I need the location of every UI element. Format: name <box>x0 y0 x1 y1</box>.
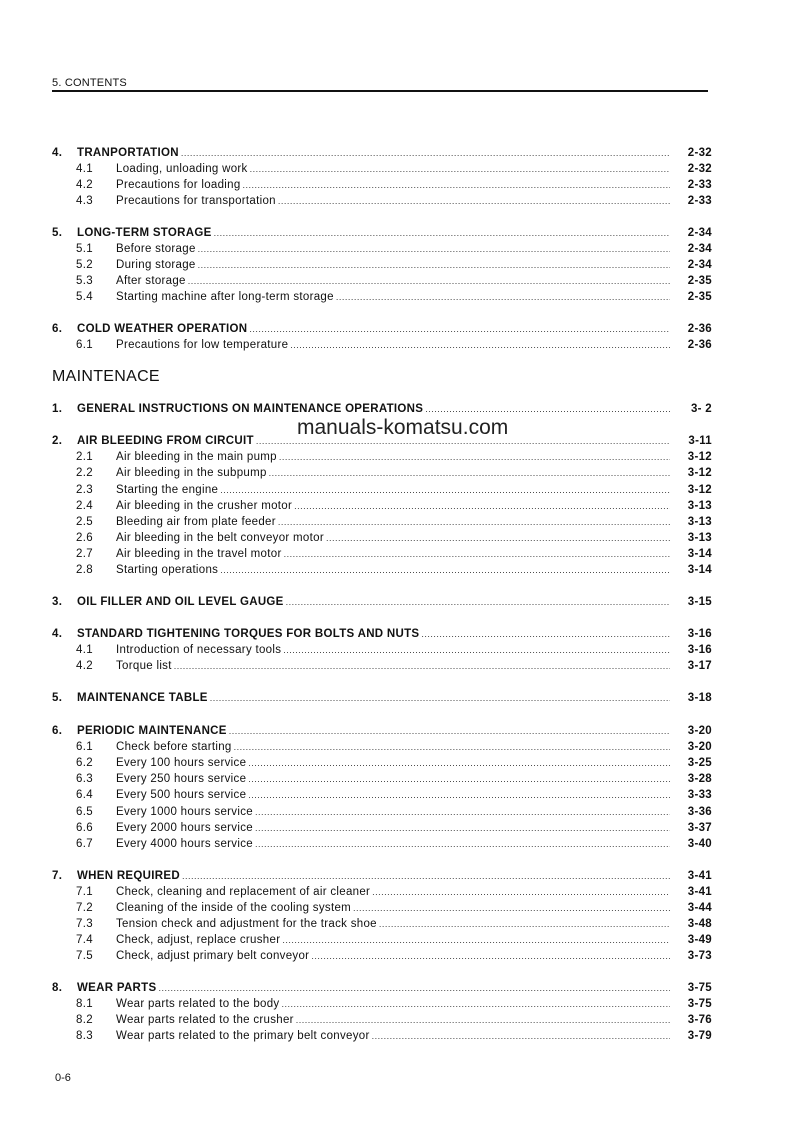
entry-page: 3-75 <box>687 998 712 1010</box>
entry-number: 3. <box>52 596 63 608</box>
entry-number: 1. <box>52 403 63 415</box>
entry-title: Wear parts related to the crusher <box>116 1014 294 1026</box>
toc-subsection-entry[interactable] <box>52 548 712 564</box>
toc-subsection-entry[interactable] <box>52 902 712 918</box>
entry-number: 7.4 <box>76 934 93 946</box>
page-header <box>52 76 708 92</box>
entry-page: 3-25 <box>687 757 712 769</box>
entry-page: 3-18 <box>687 692 712 704</box>
dot-leader <box>269 468 670 478</box>
entry-number: 5.2 <box>76 259 93 271</box>
entry-number: 2. <box>52 435 63 447</box>
dot-leader <box>283 645 670 655</box>
entry-page: 3-13 <box>687 532 712 544</box>
entry-number: 2.4 <box>76 500 93 512</box>
dot-leader <box>326 533 670 543</box>
entry-title: Torque list <box>116 660 172 672</box>
entry-number: 8.3 <box>76 1030 93 1042</box>
entry-page: 3-20 <box>687 741 712 753</box>
entry-page: 3-49 <box>687 934 712 946</box>
entry-title: Air bleeding in the belt conveyor motor <box>116 532 324 544</box>
toc-subsection-entry[interactable] <box>52 822 712 838</box>
watermark: manuals-komatsu.com <box>297 416 509 439</box>
entry-page: 3-36 <box>687 806 712 818</box>
entry-title: Cleaning of the inside of the cooling system <box>116 902 352 914</box>
dot-leader <box>421 629 670 639</box>
toc-subsection-entry[interactable] <box>52 644 712 660</box>
entry-page: 3- 2 <box>690 403 712 415</box>
entry-number: 4.2 <box>76 179 93 191</box>
toc-subsection-entry[interactable] <box>52 195 712 211</box>
entry-title: Starting operations <box>116 564 219 576</box>
toc-subsection-entry[interactable] <box>52 500 712 516</box>
entry-page: 2-34 <box>687 227 712 239</box>
entry-page: 2-32 <box>687 163 712 175</box>
entry-number: 6.7 <box>76 838 93 850</box>
dot-leader <box>282 935 670 945</box>
entry-page: 3-41 <box>687 870 712 882</box>
entry-title: LONG-TERM STORAGE <box>77 227 212 239</box>
toc-section-entry[interactable] <box>52 870 712 886</box>
entry-number: 5.3 <box>76 275 93 287</box>
dot-leader <box>158 983 670 993</box>
entry-number: 4.3 <box>76 195 93 207</box>
entry-title: COLD WEATHER OPERATION <box>77 323 248 335</box>
entry-number: 8.1 <box>76 998 93 1010</box>
toc-subsection-entry[interactable] <box>52 918 712 934</box>
dot-leader <box>243 180 670 190</box>
entry-title: WHEN REQUIRED <box>77 870 180 882</box>
entry-page: 3-75 <box>687 982 712 994</box>
entry-title: MAINTENANCE TABLE <box>77 692 208 704</box>
dot-leader <box>278 196 670 206</box>
toc-subsection-entry[interactable] <box>52 998 712 1014</box>
entry-number: 5.1 <box>76 243 93 255</box>
dot-leader <box>234 742 670 752</box>
entry-number: 5. <box>52 692 63 704</box>
entry-number: 7. <box>52 870 63 882</box>
entry-page: 3-14 <box>687 548 712 560</box>
dot-leader <box>278 517 670 527</box>
entry-number: 7.3 <box>76 918 93 930</box>
toc-section-entry[interactable] <box>52 628 712 644</box>
entry-number: 2.8 <box>76 564 93 576</box>
dot-leader <box>174 661 670 671</box>
entry-title: Precautions for loading <box>116 179 241 191</box>
entry-page: 3-40 <box>687 838 712 850</box>
entry-page: 3-16 <box>687 628 712 640</box>
entry-number: 6.6 <box>76 822 93 834</box>
toc-section-entry[interactable] <box>52 596 712 612</box>
entry-title: Check, cleaning and replacement of air cleaner <box>116 886 371 898</box>
entry-title: Air bleeding in the travel motor <box>116 548 282 560</box>
entry-title: Introduction of necessary tools <box>116 644 282 656</box>
dot-leader <box>296 1015 670 1025</box>
entry-title: Every 2000 hours service <box>116 822 253 834</box>
entry-title: Air bleeding in the subpump <box>116 467 267 479</box>
dot-leader <box>255 807 670 817</box>
toc-subsection-entry[interactable] <box>52 789 712 805</box>
dot-leader <box>229 726 670 736</box>
entry-page: 2-36 <box>687 323 712 335</box>
entry-page: 3-12 <box>687 467 712 479</box>
toc-subsection-entry[interactable] <box>52 532 712 548</box>
entry-title: Every 1000 hours service <box>116 806 253 818</box>
entry-number: 2.3 <box>76 484 93 496</box>
toc-subsection-entry[interactable] <box>52 1014 712 1030</box>
entry-page: 3-73 <box>687 950 712 962</box>
entry-title: Starting the engine <box>116 484 219 496</box>
entry-title: Tension check and adjustment for the track shoe <box>116 918 377 930</box>
dot-leader <box>311 951 670 961</box>
entry-title: After storage <box>116 275 186 287</box>
entry-number: 5. <box>52 227 63 239</box>
entry-number: 2.1 <box>76 451 93 463</box>
toc-subsection-entry[interactable] <box>52 339 712 355</box>
dot-leader <box>220 565 670 575</box>
entry-number: 6.2 <box>76 757 93 769</box>
entry-title: PERIODIC MAINTENANCE <box>77 725 227 737</box>
toc-subsection-entry[interactable] <box>52 467 712 483</box>
dot-leader <box>249 324 670 334</box>
entry-title: OIL FILLER AND OIL LEVEL GAUGE <box>77 596 284 608</box>
entry-number: 2.2 <box>76 467 93 479</box>
page-number: 0-6 <box>55 1072 71 1084</box>
dot-leader <box>286 597 670 607</box>
entry-title: WEAR PARTS <box>77 982 157 994</box>
entry-title: TRANPORTATION <box>77 147 179 159</box>
entry-title: Wear parts related to the body <box>116 998 280 1010</box>
dot-leader <box>181 148 670 158</box>
dot-leader <box>255 839 670 849</box>
entry-page: 3-12 <box>687 451 712 463</box>
entry-title: Check, adjust primary belt conveyor <box>116 950 310 962</box>
toc-subsection-entry[interactable] <box>52 950 712 966</box>
toc-subsection-entry[interactable] <box>52 1030 712 1046</box>
dot-leader <box>198 260 670 270</box>
entry-title: Before storage <box>116 243 196 255</box>
entry-number: 4.2 <box>76 660 93 672</box>
entry-title: During storage <box>116 259 196 271</box>
dot-leader <box>379 919 670 929</box>
entry-number: 4. <box>52 628 63 640</box>
toc-subsection-entry[interactable] <box>52 163 712 179</box>
toc-subsection-entry[interactable] <box>52 291 712 307</box>
entry-page: 3-37 <box>687 822 712 834</box>
dot-leader <box>336 292 670 302</box>
dot-leader <box>284 549 670 559</box>
entry-page: 3-13 <box>687 500 712 512</box>
entry-page: 2-35 <box>687 291 712 303</box>
entry-number: 2.6 <box>76 532 93 544</box>
toc-subsection-entry[interactable] <box>52 243 712 259</box>
toc-section-entry[interactable] <box>52 692 712 708</box>
toc-section-entry[interactable] <box>52 227 712 243</box>
entry-number: 6.1 <box>76 741 93 753</box>
toc-subsection-entry[interactable] <box>52 806 712 822</box>
entry-title: Every 4000 hours service <box>116 838 253 850</box>
entry-title: Every 250 hours service <box>116 773 247 785</box>
dot-leader <box>214 228 670 238</box>
entry-title: Wear parts related to the primary belt conveyor <box>116 1030 370 1042</box>
entry-title: Check, adjust, replace crusher <box>116 934 281 946</box>
entry-number: 6.3 <box>76 773 93 785</box>
entry-page: 2-33 <box>687 179 712 191</box>
toc-section-entry[interactable] <box>52 725 712 741</box>
dot-leader <box>182 871 670 881</box>
entry-title: Every 100 hours service <box>116 757 247 769</box>
entry-title: Bleeding air from plate feeder <box>116 516 276 528</box>
entry-number: 7.1 <box>76 886 93 898</box>
entry-number: 6.1 <box>76 339 93 351</box>
toc-section-entry[interactable] <box>52 435 712 451</box>
entry-page: 2-34 <box>687 243 712 255</box>
entry-title: Air bleeding in the main pump <box>116 451 277 463</box>
dot-leader <box>250 164 670 174</box>
toc-section-entry[interactable] <box>52 323 712 339</box>
toc-section-entry[interactable] <box>52 982 712 998</box>
toc-subsection-entry[interactable] <box>52 773 712 789</box>
entry-page: 3-33 <box>687 789 712 801</box>
entry-number: 2.5 <box>76 516 93 528</box>
dot-leader <box>255 823 670 833</box>
entry-page: 3-15 <box>687 596 712 608</box>
entry-number: 6.4 <box>76 789 93 801</box>
dot-leader <box>198 244 670 254</box>
toc-subsection-entry[interactable] <box>52 934 712 950</box>
entry-number: 7.2 <box>76 902 93 914</box>
maintenance-heading: MAINTENACE <box>52 368 160 385</box>
entry-page: 2-35 <box>687 275 712 287</box>
entry-page: 3-79 <box>687 1030 712 1042</box>
entry-page: 3-11 <box>688 435 712 447</box>
toc-subsection-entry[interactable] <box>52 886 712 902</box>
dot-leader <box>248 774 670 784</box>
entry-number: 7.5 <box>76 950 93 962</box>
dot-leader <box>290 340 670 350</box>
entry-page: 3-48 <box>687 918 712 930</box>
dot-leader <box>372 1031 670 1041</box>
toc-subsection-entry[interactable] <box>52 516 712 532</box>
toc-section-entry[interactable] <box>52 403 712 419</box>
entry-number: 6. <box>52 725 63 737</box>
entry-title: GENERAL INSTRUCTIONS ON MAINTENANCE OPERATIONS <box>77 403 424 415</box>
entry-number: 6.5 <box>76 806 93 818</box>
entry-page: 3-14 <box>687 564 712 576</box>
entry-number: 6. <box>52 323 63 335</box>
entry-page: 3-41 <box>687 886 712 898</box>
entry-number: 5.4 <box>76 291 93 303</box>
toc-subsection-entry[interactable] <box>52 275 712 291</box>
entry-page: 3-44 <box>687 902 712 914</box>
dot-leader <box>220 485 670 495</box>
entry-title: Precautions for low temperature <box>116 339 289 351</box>
header-title: 5. CONTENTS <box>52 77 127 89</box>
dot-leader <box>248 790 670 800</box>
entry-title: Loading, unloading work <box>116 163 248 175</box>
entry-page: 3-28 <box>687 773 712 785</box>
entry-title: Starting machine after long-term storage <box>116 291 334 303</box>
toc-subsection-entry[interactable] <box>52 259 712 275</box>
dot-leader <box>256 436 670 446</box>
entry-number: 4.1 <box>76 163 93 175</box>
entry-page: 3-13 <box>687 516 712 528</box>
toc-subsection-entry[interactable] <box>52 757 712 773</box>
entry-number: 8.2 <box>76 1014 93 1026</box>
dot-leader <box>425 404 670 414</box>
toc-subsection-entry[interactable] <box>52 660 712 676</box>
dot-leader <box>282 999 671 1009</box>
entry-number: 4. <box>52 147 63 159</box>
toc-subsection-entry[interactable] <box>52 484 712 500</box>
dot-leader <box>294 501 670 511</box>
toc-subsection-entry[interactable] <box>52 741 712 757</box>
entry-title: Precautions for transportation <box>116 195 276 207</box>
entry-title: STANDARD TIGHTENING TORQUES FOR BOLTS AND NUTS <box>77 628 420 640</box>
toc-subsection-entry[interactable] <box>52 564 712 580</box>
entry-page: 3-20 <box>687 725 712 737</box>
entry-page: 2-32 <box>687 147 712 159</box>
dot-leader <box>210 693 670 703</box>
entry-page: 3-16 <box>687 644 712 656</box>
dot-leader <box>279 452 670 462</box>
entry-number: 4.1 <box>76 644 93 656</box>
entry-page: 3-17 <box>687 660 712 672</box>
toc-subsection-entry[interactable] <box>52 838 712 854</box>
entry-number: 2.7 <box>76 548 93 560</box>
entry-page: 3-12 <box>687 484 712 496</box>
entry-title: Air bleeding in the crusher motor <box>116 500 293 512</box>
dot-leader <box>353 903 670 913</box>
entry-page: 2-36 <box>687 339 712 351</box>
toc-section-entry[interactable] <box>52 147 712 163</box>
dot-leader <box>372 887 670 897</box>
entry-number: 8. <box>52 982 63 994</box>
toc-subsection-entry[interactable] <box>52 179 712 195</box>
entry-title: Check before starting <box>116 741 232 753</box>
entry-title: Every 500 hours service <box>116 789 247 801</box>
toc-subsection-entry[interactable] <box>52 451 712 467</box>
entry-title: AIR BLEEDING FROM CIRCUIT <box>77 435 254 447</box>
entry-page: 2-34 <box>687 259 712 271</box>
dot-leader <box>188 276 670 286</box>
entry-page: 2-33 <box>687 195 712 207</box>
dot-leader <box>248 758 670 768</box>
entry-page: 3-76 <box>687 1014 712 1026</box>
